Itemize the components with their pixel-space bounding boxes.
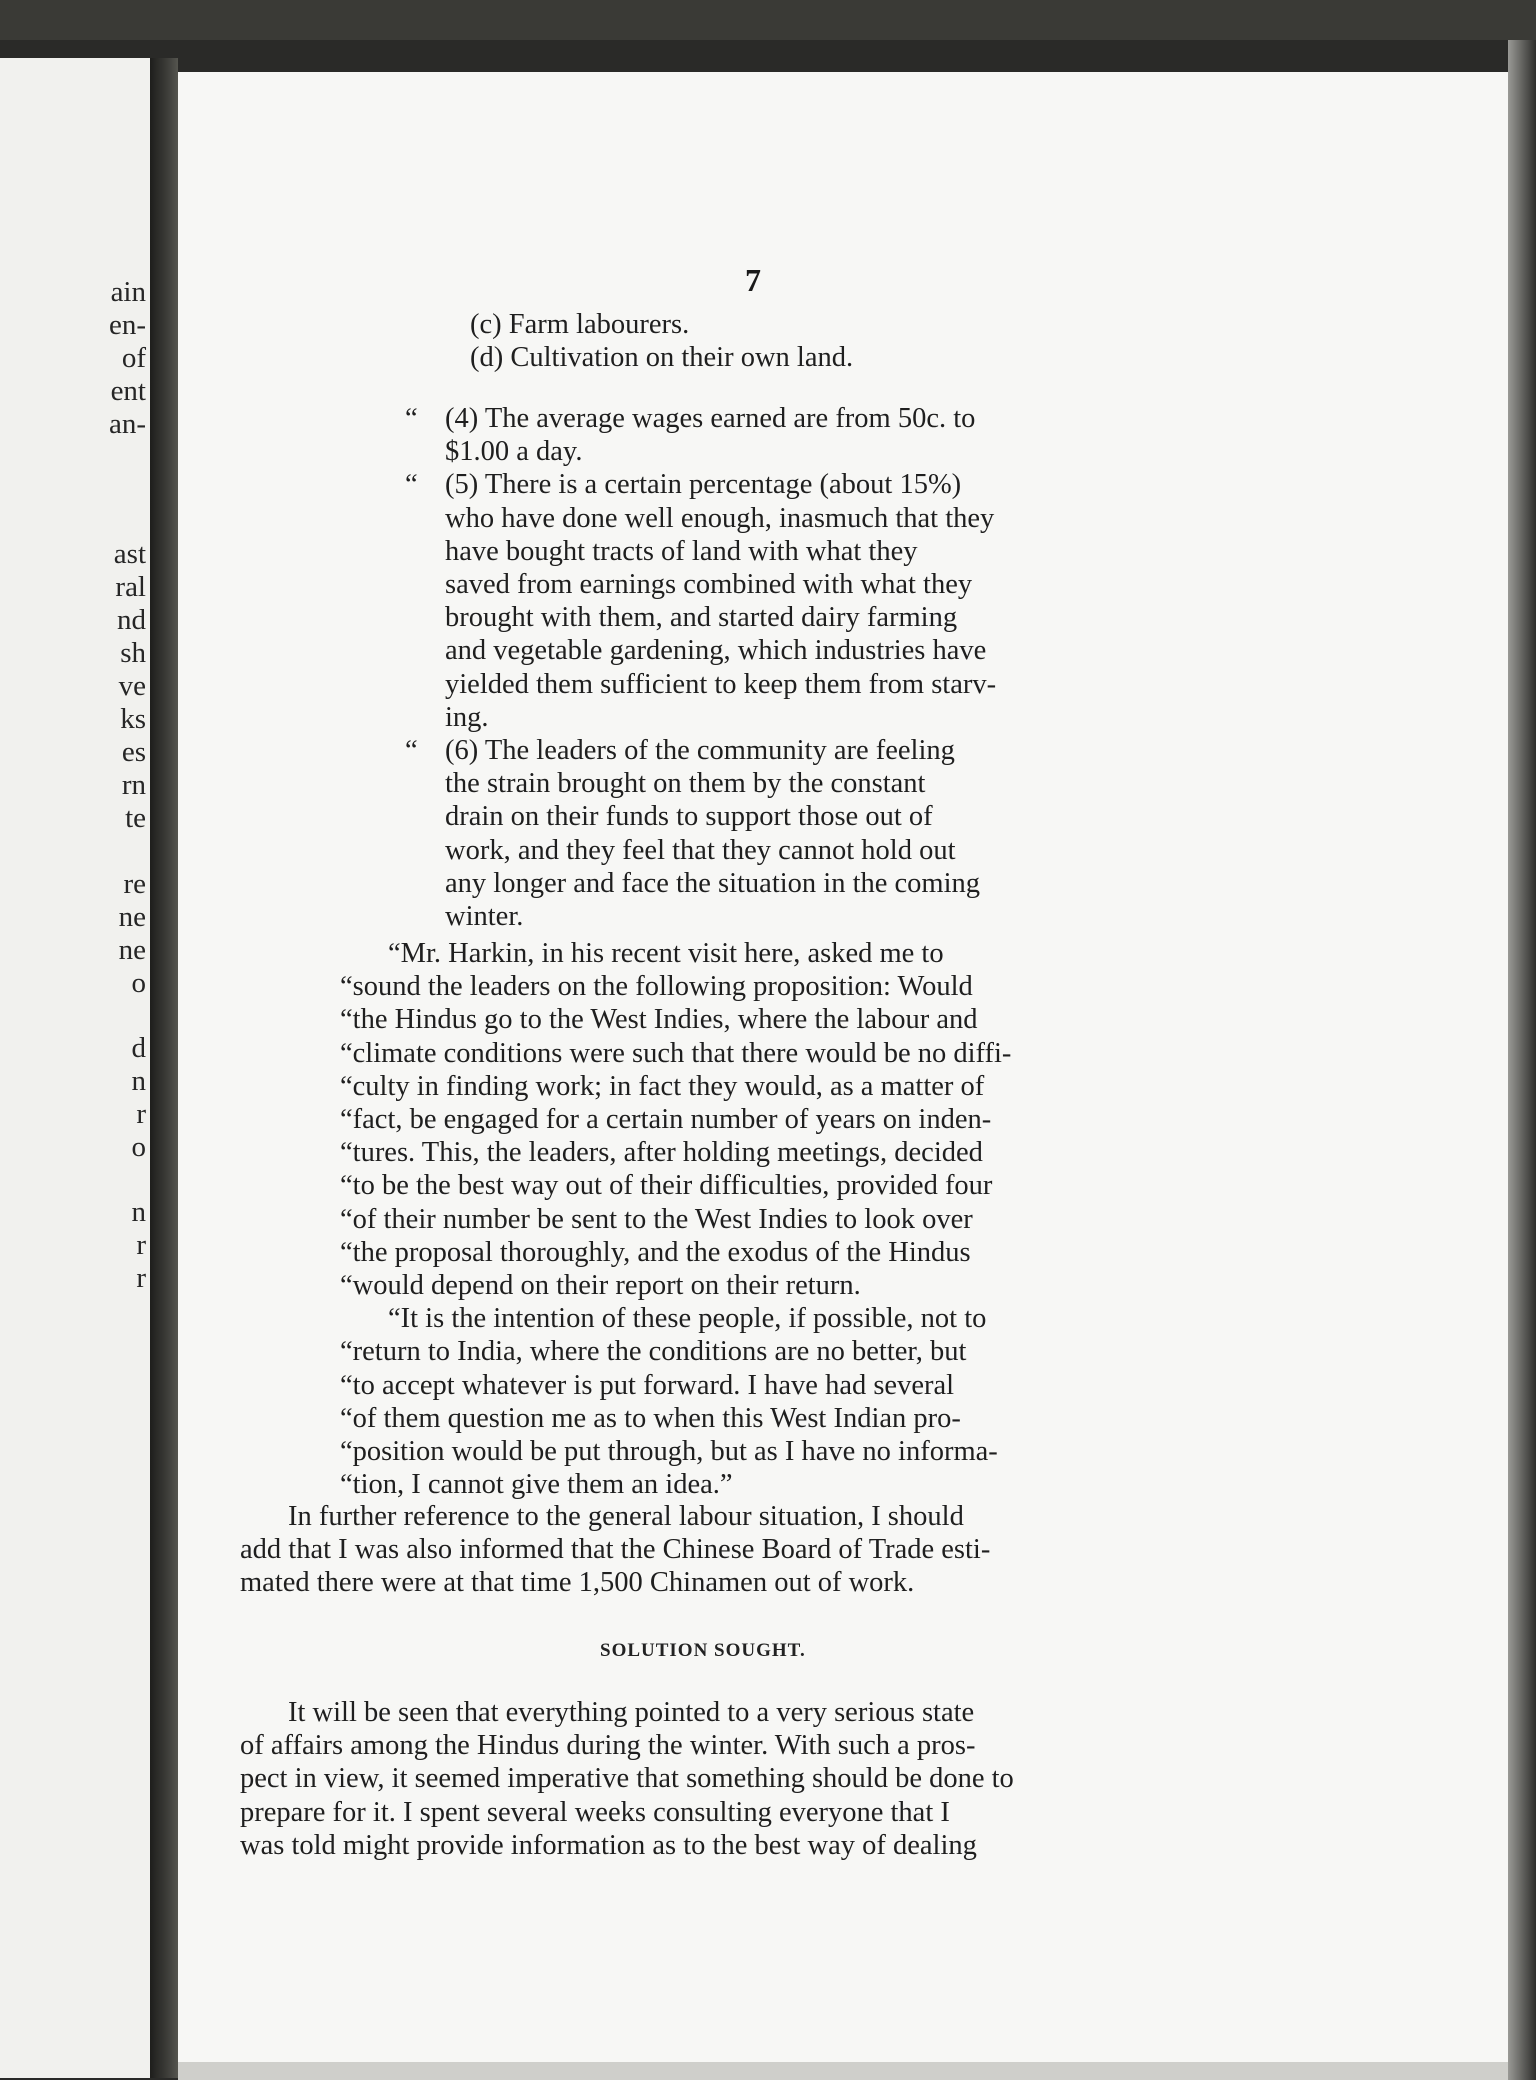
left-page-fragment-text: o xyxy=(131,1131,146,1163)
scanner-background xyxy=(0,0,1536,40)
left-page-fragment-text: es xyxy=(121,736,146,768)
list-items xyxy=(470,308,853,374)
quote-item xyxy=(405,402,1120,468)
further-line: mated there were at that time 1,500 Chinamen out of work. xyxy=(240,1567,915,1599)
intention-line: “of them question me as to when this West Indian pro- xyxy=(340,1402,961,1434)
quote-item-line: (5) There is a certain percentage (about 15%) xyxy=(445,469,962,501)
list-item: (c) Farm labourers. xyxy=(470,309,690,340)
left-page-fragment-text: n xyxy=(131,1196,146,1228)
harkin-line: “the proposal thoroughly, and the exodus of the Hindus xyxy=(340,1236,971,1268)
left-page-fragment-text: re xyxy=(123,868,146,900)
left-page-fragment-text: d xyxy=(131,1032,146,1064)
closing-line: It will be seen that everything pointed to a very serious state xyxy=(288,1697,975,1728)
quote-item-line: $1.00 a day. xyxy=(445,436,583,468)
quote-item-line: who have done well enough, inasmuch that they xyxy=(445,502,995,534)
closing-line: prepare for it. I spent several weeks consulting everyone that I xyxy=(240,1796,950,1828)
quote-item-line: winter. xyxy=(445,901,524,933)
quote-item-line: ing. xyxy=(445,701,489,733)
left-page-fragment-text: ve xyxy=(118,670,146,702)
section-heading: SOLUTION SOUGHT. xyxy=(600,1640,806,1661)
left-page-fragment-text: nd xyxy=(117,604,146,636)
harkin-paragraph xyxy=(340,937,1011,1501)
quote-item-line: (6) The leaders of the community are feeling xyxy=(445,735,955,767)
left-page-fragment-text: ain xyxy=(110,276,146,308)
intention-line: “tion, I cannot give them an idea.” xyxy=(340,1469,733,1501)
quote-mark: “ xyxy=(405,403,418,434)
harkin-line: “sound the leaders on the following proposition: Would xyxy=(340,971,973,1003)
left-page-fragment-text: rn xyxy=(121,769,146,801)
harkin-line: “the Hindus go to the West Indies, where the labour and xyxy=(340,1004,978,1036)
quote-item-line: and vegetable gardening, which industries have xyxy=(445,635,987,667)
quote-item-line: work, and they feel that they cannot hold out xyxy=(445,834,956,866)
closing-line: of affairs among the Hindus during the winter. With such a pros- xyxy=(240,1730,976,1762)
left-page-fragment-text: ral xyxy=(115,571,146,603)
harkin-line: “of their number be sent to the West Indies to look over xyxy=(340,1203,973,1235)
left-page-fragment-text: ne xyxy=(118,934,146,966)
quote-item-line: the strain brought on them by the constant xyxy=(445,768,926,800)
further-reference-paragraph xyxy=(240,1500,990,1600)
left-page-fragment xyxy=(0,58,150,2078)
page-gutter xyxy=(150,58,178,2078)
quote-item-line: drain on their funds to support those out of xyxy=(445,801,933,833)
intention-line: “to accept whatever is put forward. I have had several xyxy=(340,1369,955,1401)
page-bottom-edge xyxy=(178,2062,1508,2080)
quote-mark: “ xyxy=(405,469,418,501)
left-page-fragment-text: ent xyxy=(110,375,146,407)
harkin-line: “climate conditions were such that there would be no diffi- xyxy=(340,1037,1012,1069)
left-page-fragment-text: r xyxy=(136,1262,146,1294)
intention-line: “It is the intention of these people, if possible, not to xyxy=(388,1303,987,1335)
page-number: 7 xyxy=(745,262,761,298)
left-page-fragment-text: ks xyxy=(120,703,146,735)
quote-item-line: (4) The average wages earned are from 50c. to xyxy=(445,403,976,434)
left-page-fragment-text: r xyxy=(136,1098,146,1130)
left-page-fragment-text: sh xyxy=(120,637,146,669)
left-page-fragment-text: n xyxy=(131,1065,146,1097)
closing-paragraph xyxy=(240,1696,1014,1862)
left-page-fragment-text: en- xyxy=(108,309,146,341)
closing-line: was told might provide information as to the best way of dealing xyxy=(240,1829,977,1861)
left-page-fragment-text: ast xyxy=(113,538,146,570)
harkin-line: “fact, be engaged for a certain number of years on inden- xyxy=(340,1104,992,1136)
harkin-line: “Mr. Harkin, in his recent visit here, asked me to xyxy=(388,938,944,969)
closing-line: pect in view, it seemed imperative that something should be done to xyxy=(240,1763,1014,1795)
harkin-line: “culty in finding work; in fact they would, as a matter of xyxy=(340,1070,985,1102)
left-page-fragment-text: te xyxy=(125,802,146,834)
left-page-fragment-text: r xyxy=(136,1229,146,1261)
quote-item xyxy=(405,734,1120,933)
quote-item-line: have bought tracts of land with what they xyxy=(445,535,918,567)
intention-line: “return to India, where the conditions are no better, but xyxy=(340,1336,967,1368)
further-line: add that I was also informed that the Chinese Board of Trade esti- xyxy=(240,1534,991,1566)
harkin-line: “would depend on their report on their return. xyxy=(340,1270,861,1302)
further-line: In further reference to the general labour situation, I should xyxy=(288,1501,964,1532)
numbered-quote-items xyxy=(405,402,1120,933)
left-page-fragment-text: ne xyxy=(118,901,146,933)
quote-item-line: brought with them, and started dairy farming xyxy=(445,602,958,634)
list-item: (d) Cultivation on their own land. xyxy=(470,342,854,374)
quote-item-line: any longer and face the situation in the coming xyxy=(445,867,981,899)
quote-mark: “ xyxy=(405,735,418,767)
harkin-line: “to be the best way out of their difficulties, provided four xyxy=(340,1170,993,1202)
intention-line: “position would be put through, but as I have no informa- xyxy=(340,1436,998,1468)
quote-item xyxy=(405,468,1120,734)
harkin-line: “tures. This, the leaders, after holding meetings, decided xyxy=(340,1137,983,1169)
left-page-fragment-text: an- xyxy=(108,408,146,440)
left-page-fragment-text: o xyxy=(131,967,146,999)
quote-item-line: yielded them sufficient to keep them from starv- xyxy=(445,668,997,700)
left-page-fragment-text: of xyxy=(121,342,146,374)
quote-item-line: saved from earnings combined with what they xyxy=(445,569,973,601)
page-right-edge xyxy=(1508,40,1536,2080)
